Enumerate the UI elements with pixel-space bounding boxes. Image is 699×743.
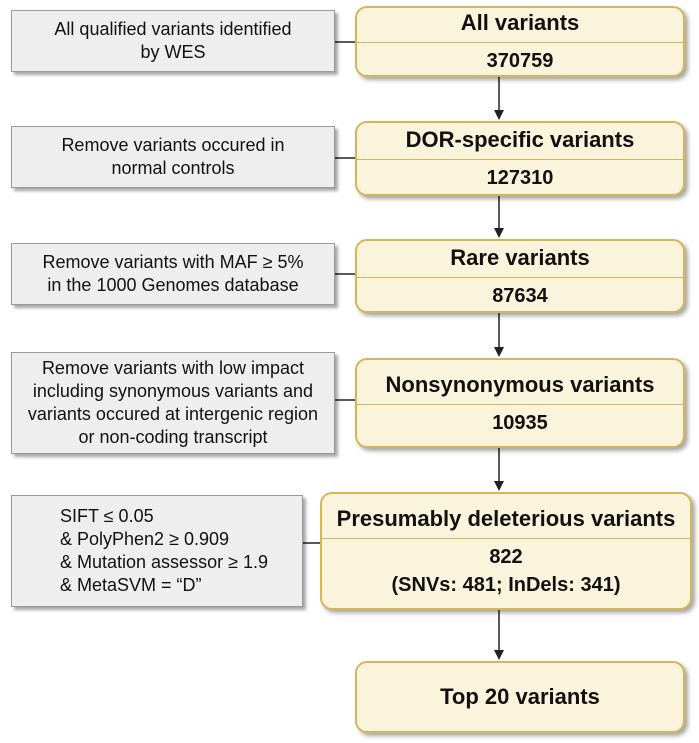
- filter-box-3: [11, 243, 335, 305]
- stage-box-dor-specific: [355, 121, 685, 196]
- stage-divider: [357, 404, 683, 405]
- filter-box-1: [11, 10, 335, 72]
- stage-title: All variants: [460, 10, 580, 35]
- stage-count: 127310: [486, 167, 554, 189]
- filter-text-4: Remove variants with low impact including synonymous variants and variants occured at intergenic region or non-coding transcript: [27, 358, 319, 447]
- stage-box-nonsynonymous: [355, 358, 685, 448]
- stage-count: 87634: [492, 284, 548, 307]
- stage-count: 370759: [486, 50, 554, 72]
- stage-title: Top 20 variants: [440, 684, 600, 709]
- filter-text-3: Remove variants with MAF ≥ 5% in the 1000 Genomes database: [42, 252, 304, 295]
- stage-title: Presumably deleterious variants: [336, 505, 676, 531]
- filter-box-2: [11, 126, 335, 188]
- stage-divider: [357, 159, 683, 160]
- stage-count: 10935: [492, 411, 548, 434]
- stage-divider: [357, 42, 683, 43]
- stage-detail: (SNVs: 481; InDels: 341): [391, 573, 621, 596]
- stage-divider: [322, 538, 690, 539]
- filter-box-5: [11, 495, 303, 607]
- stage-box-rare: [355, 239, 685, 313]
- filter-text-5: SIFT ≤ 0.05 & PolyPhen2 ≥ 0.909 & Mutation assessor ≥ 1.9 & MetaSVM = “D”: [60, 506, 268, 595]
- stage-title: Rare variants: [450, 244, 590, 270]
- stage-count: 822: [489, 545, 523, 568]
- stage-title: DOR-specific variants: [405, 127, 635, 152]
- stage-title: Nonsynonymous variants: [385, 371, 655, 397]
- filter-text-1: All qualified variants identified by WES: [54, 19, 292, 62]
- stage-box-top-20: [355, 661, 685, 733]
- stage-box-deleterious: [320, 492, 692, 610]
- stage-box-all-variants: [355, 6, 685, 77]
- stage-divider: [357, 277, 683, 278]
- filter-text-2: Remove variants occured in normal controls: [61, 135, 285, 178]
- filter-box-4: [11, 352, 335, 454]
